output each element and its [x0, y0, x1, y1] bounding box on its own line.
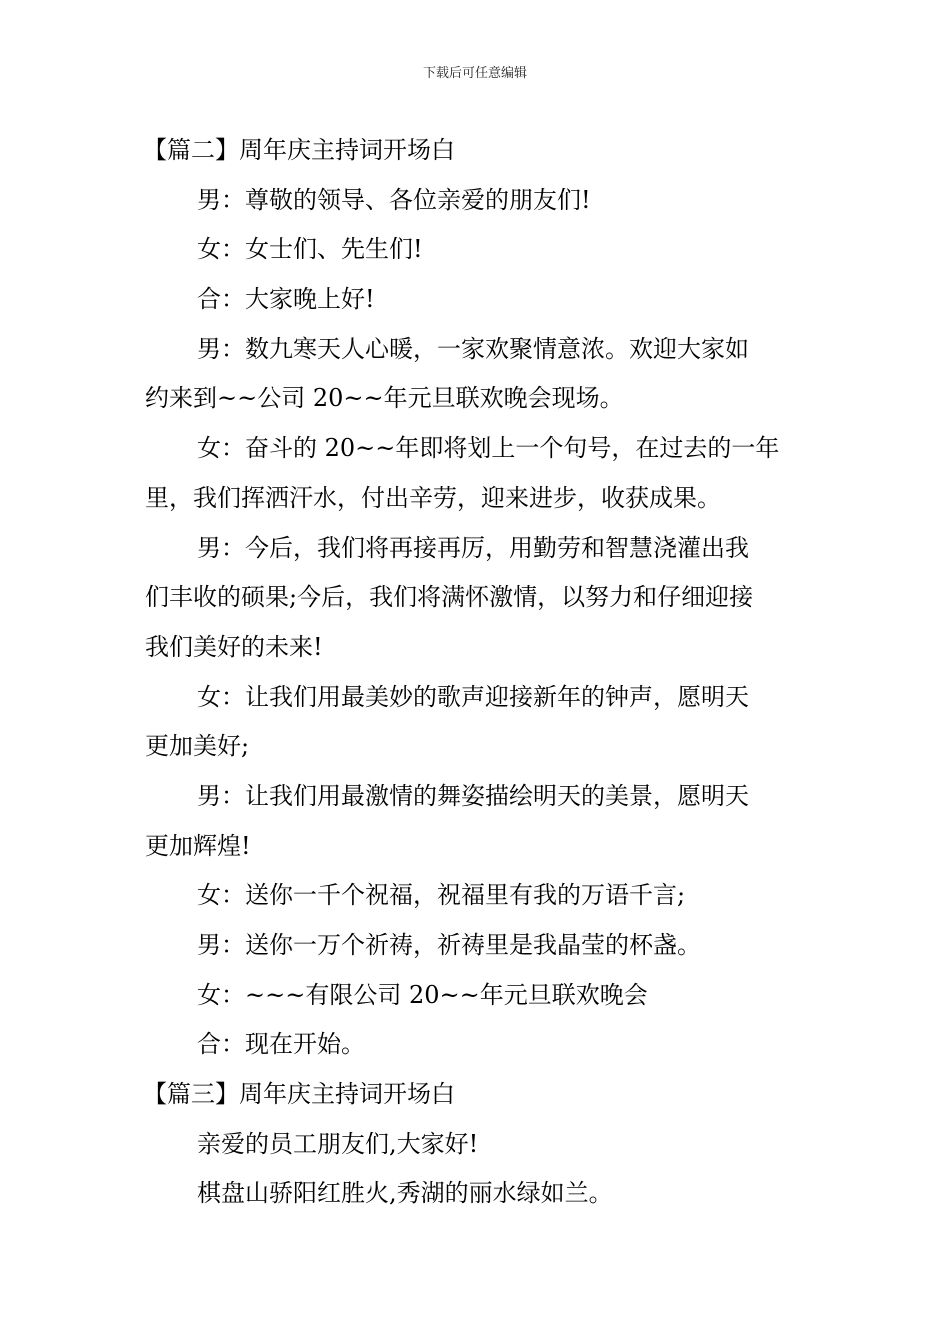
text-line: 我们美好的未来!: [145, 632, 323, 661]
text-line: 合：大家晚上好!: [197, 285, 375, 314]
text-line: 女：送你一千个祝福，祝福里有我的万语千言;: [197, 881, 686, 910]
page-header-note: 下载后可任意编辑: [422, 66, 527, 81]
text-line: 男：数九寒天人心暖，一家欢聚情意浓。欢迎大家如: [197, 334, 749, 363]
text-line: 女：女士们、先生们!: [197, 235, 423, 264]
text-line: 男：今后，我们将再接再厉，用勤劳和智慧浇灌出我: [197, 533, 749, 562]
text-line: 男：送你一万个祈祷，祈祷里是我晶莹的杯盏。: [197, 931, 701, 959]
section-heading: 【篇三】周年庆主持词开场白: [143, 1080, 455, 1109]
text-line: 更加辉煌!: [145, 831, 251, 860]
text-line: 男：让我们用最激情的舞姿描绘明天的美景，愿明天: [197, 781, 749, 810]
section-heading: 【篇二】周年庆主持词开场白: [143, 136, 455, 164]
text-line: 女：~~~有限公司 20~~年元旦联欢晚会: [197, 980, 648, 1009]
document-body: [145, 126, 807, 1219]
text-line: 亲爱的员工朋友们,大家好!: [197, 1129, 479, 1158]
text-line: 们丰收的硕果;今后，我们将满怀激情，以努力和仔细迎接: [145, 583, 754, 612]
text-line: 棋盘山骄阳红胜火,秀湖的丽水绿如兰。: [197, 1179, 613, 1208]
text-line: 合：现在开始。: [197, 1030, 365, 1059]
text-line: 女：让我们用最美妙的歌声迎接新年的钟声，愿明天: [197, 682, 749, 711]
text-line: 女：奋斗的 20~~年即将划上一个句号，在过去的一年: [197, 434, 780, 463]
text-line: 约来到~~公司 20~~年元旦联欢晚会现场。: [145, 384, 624, 413]
text-line: 里，我们挥洒汗水，付出辛劳，迎来进步，收获成果。: [145, 483, 721, 512]
text-line: 更加美好;: [145, 732, 250, 761]
text-line: 男：尊敬的领导、各位亲爱的朋友们!: [197, 185, 591, 214]
